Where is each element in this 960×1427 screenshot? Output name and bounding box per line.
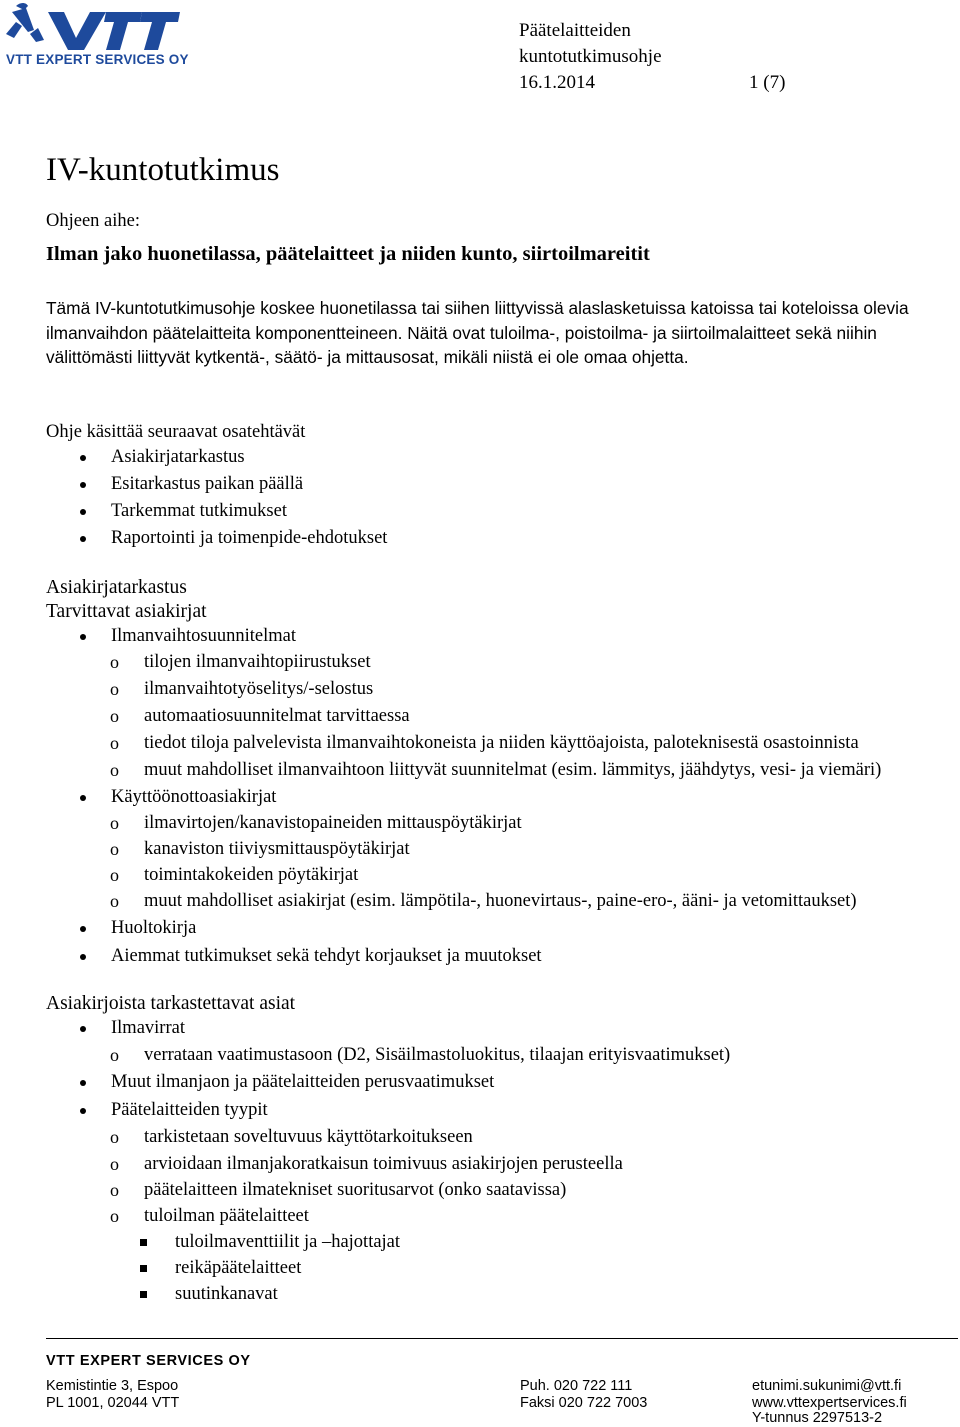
footer-email: etunimi.sukunimi@vtt.fi — [752, 1378, 902, 1394]
footer-address-line2: PL 1001, 02044 VTT — [46, 1395, 180, 1411]
sub-bullet-icon: o — [110, 865, 119, 885]
footer-divider — [46, 1338, 958, 1339]
sub-list-item: tiedot tiloja palvelevista ilmanvaihtokoneista ja niiden käyttöajoista, paloteknisestä osastoinnista — [144, 733, 859, 753]
list-item: Huoltokirja — [111, 918, 197, 938]
subtasks-heading: Ohje käsittää seuraavat osatehtävät — [46, 422, 306, 442]
sub-list-item: tuloilman päätelaitteet — [144, 1206, 309, 1226]
footer-address-line1: Kemistintie 3, Espoo — [46, 1378, 179, 1394]
footer-business-id: Y-tunnus 2297513-2 — [752, 1410, 883, 1426]
bullet-icon — [80, 795, 86, 801]
sub-bullet-icon: o — [110, 891, 119, 911]
sub-bullet-icon: o — [110, 839, 119, 859]
sub-bullet-icon: o — [110, 1180, 119, 1200]
header-page-number: 1 (7) — [749, 72, 786, 93]
bullet-icon — [80, 634, 86, 640]
bullet-icon — [80, 954, 86, 960]
footer-website: www.vttexpertservices.fi — [752, 1395, 907, 1411]
sub-bullet-icon: o — [110, 652, 119, 672]
header-doc-title-line1: Päätelaitteiden — [519, 20, 631, 41]
section-subheading: Tarvittavat asiakirjat — [46, 601, 207, 622]
section-heading-asiakirjatarkastus: Asiakirjatarkastus — [46, 577, 187, 598]
sub-bullet-icon: o — [110, 1045, 119, 1065]
sub-list-item: päätelaitteen ilmatekniset suoritusarvot (onko saatavissa) — [144, 1180, 567, 1200]
sub-list-item: muut mahdolliset asiakirjat (esim. lämpötila-, huonevirtaus-, paine-ero-, ääni- ja vetomittaukset) — [144, 891, 857, 911]
bullet-icon — [80, 455, 86, 461]
sub-list-item: verrataan vaatimustasoon (D2, Sisäilmastoluokitus, tilaajan erityisvaatimukset) — [144, 1045, 731, 1065]
bullet-icon — [80, 1108, 86, 1114]
header-date: 16.1.2014 — [519, 72, 595, 93]
topic-heading: Ilman jako huonetilassa, päätelaitteet ja niiden kunto, siirtoilmareitit — [46, 243, 650, 265]
sub-bullet-icon: o — [110, 760, 119, 780]
sub-bullet-icon: o — [110, 1154, 119, 1174]
sub-bullet-icon: o — [110, 1206, 119, 1226]
sub-bullet-icon: o — [110, 679, 119, 699]
section-heading-tarkastettavat: Asiakirjoista tarkastettavat asiat — [46, 993, 296, 1014]
intro-paragraph: Tämä IV-kuntotutkimusohje koskee huonetilassa tai siihen liittyvissä alaslasketuissa katoissa tai koteloissa olevia ilmanvaihdon päätelaitteita komponentteineen. Näitä ovat tuloilma-, poistoilma- ja siirtoilmalaitteet sekä niihin välittömästi liittyvät kytkentä-, säätö- ja mittausosat, mikäli niistä ei ole omaa ohjetta. — [46, 298, 909, 367]
sub-list-item: toimintakokeiden pöytäkirjat — [144, 865, 359, 885]
bullet-icon — [80, 536, 86, 542]
sub-bullet-icon: o — [110, 813, 119, 833]
list-item: Ilmavirrat — [111, 1018, 185, 1038]
bullet-icon — [80, 926, 86, 932]
sub-bullet-icon: o — [110, 706, 119, 726]
list-item: Asiakirjatarkastus — [111, 447, 245, 467]
sub-list-item: tarkistetaan soveltuvuus käyttötarkoitukseen — [144, 1127, 473, 1147]
sub-list-item: arvioidaan ilmanjakoratkaisun toimivuus asiakirjojen perusteella — [144, 1154, 623, 1174]
list-item: Muut ilmanjaon ja päätelaitteiden perusvaatimukset — [111, 1072, 495, 1092]
header-doc-title-line2: kuntotutkimusohje — [519, 46, 662, 67]
sub-list-item: kanaviston tiiviysmittauspöytäkirjat — [144, 839, 410, 859]
bullet-icon — [80, 1026, 86, 1032]
list-item: Aiemmat tutkimukset sekä tehdyt korjaukset ja muutokset — [111, 946, 542, 966]
square-bullet-icon — [140, 1265, 147, 1272]
sub-sub-list-item: suutinkanavat — [175, 1284, 278, 1304]
sub-list-item: tilojen ilmanvaihtopiirustukset — [144, 652, 371, 672]
sub-list-item: automaatiosuunnitelmat tarvittaessa — [144, 706, 410, 726]
list-item: Raportointi ja toimenpide-ehdotukset — [111, 528, 388, 548]
list-item: Ilmanvaihtosuunnitelmat — [111, 626, 296, 646]
sub-list-item: muut mahdolliset ilmanvaihtoon liittyvät suunnitelmat (esim. lämmitys, jäähdytys, vesi- ja viemäri) — [144, 760, 882, 780]
topic-label: Ohjeen aihe: — [46, 211, 140, 231]
sub-bullet-icon: o — [110, 1127, 119, 1147]
logo-company-name: VTT EXPERT SERVICES OY — [6, 52, 189, 67]
sub-list-item: ilmanvaihtotyöselitys/-selostus — [144, 679, 374, 699]
list-item: Käyttöönottoasiakirjat — [111, 787, 277, 807]
footer-company-name: VTT EXPERT SERVICES OY — [46, 1353, 251, 1369]
bullet-icon — [80, 482, 86, 488]
bullet-icon — [80, 509, 86, 515]
bullet-icon — [80, 1080, 86, 1086]
square-bullet-icon — [140, 1239, 147, 1246]
sub-sub-list-item: tuloilmaventtiilit ja –hajottajat — [175, 1232, 401, 1252]
sub-sub-list-item: reikäpäätelaitteet — [175, 1258, 302, 1278]
list-item: Päätelaitteiden tyypit — [111, 1100, 268, 1120]
sub-list-item: ilmavirtojen/kanavistopaineiden mittauspöytäkirjat — [144, 813, 522, 833]
sub-bullet-icon: o — [110, 733, 119, 753]
list-item: Esitarkastus paikan päällä — [111, 474, 304, 494]
list-item: Tarkemmat tutkimukset — [111, 501, 287, 521]
page-title: IV-kuntotutkimus — [46, 152, 280, 188]
square-bullet-icon — [140, 1291, 147, 1298]
footer-fax: Faksi 020 722 7003 — [520, 1395, 648, 1411]
footer-phone: Puh. 020 722 111 — [520, 1378, 633, 1394]
